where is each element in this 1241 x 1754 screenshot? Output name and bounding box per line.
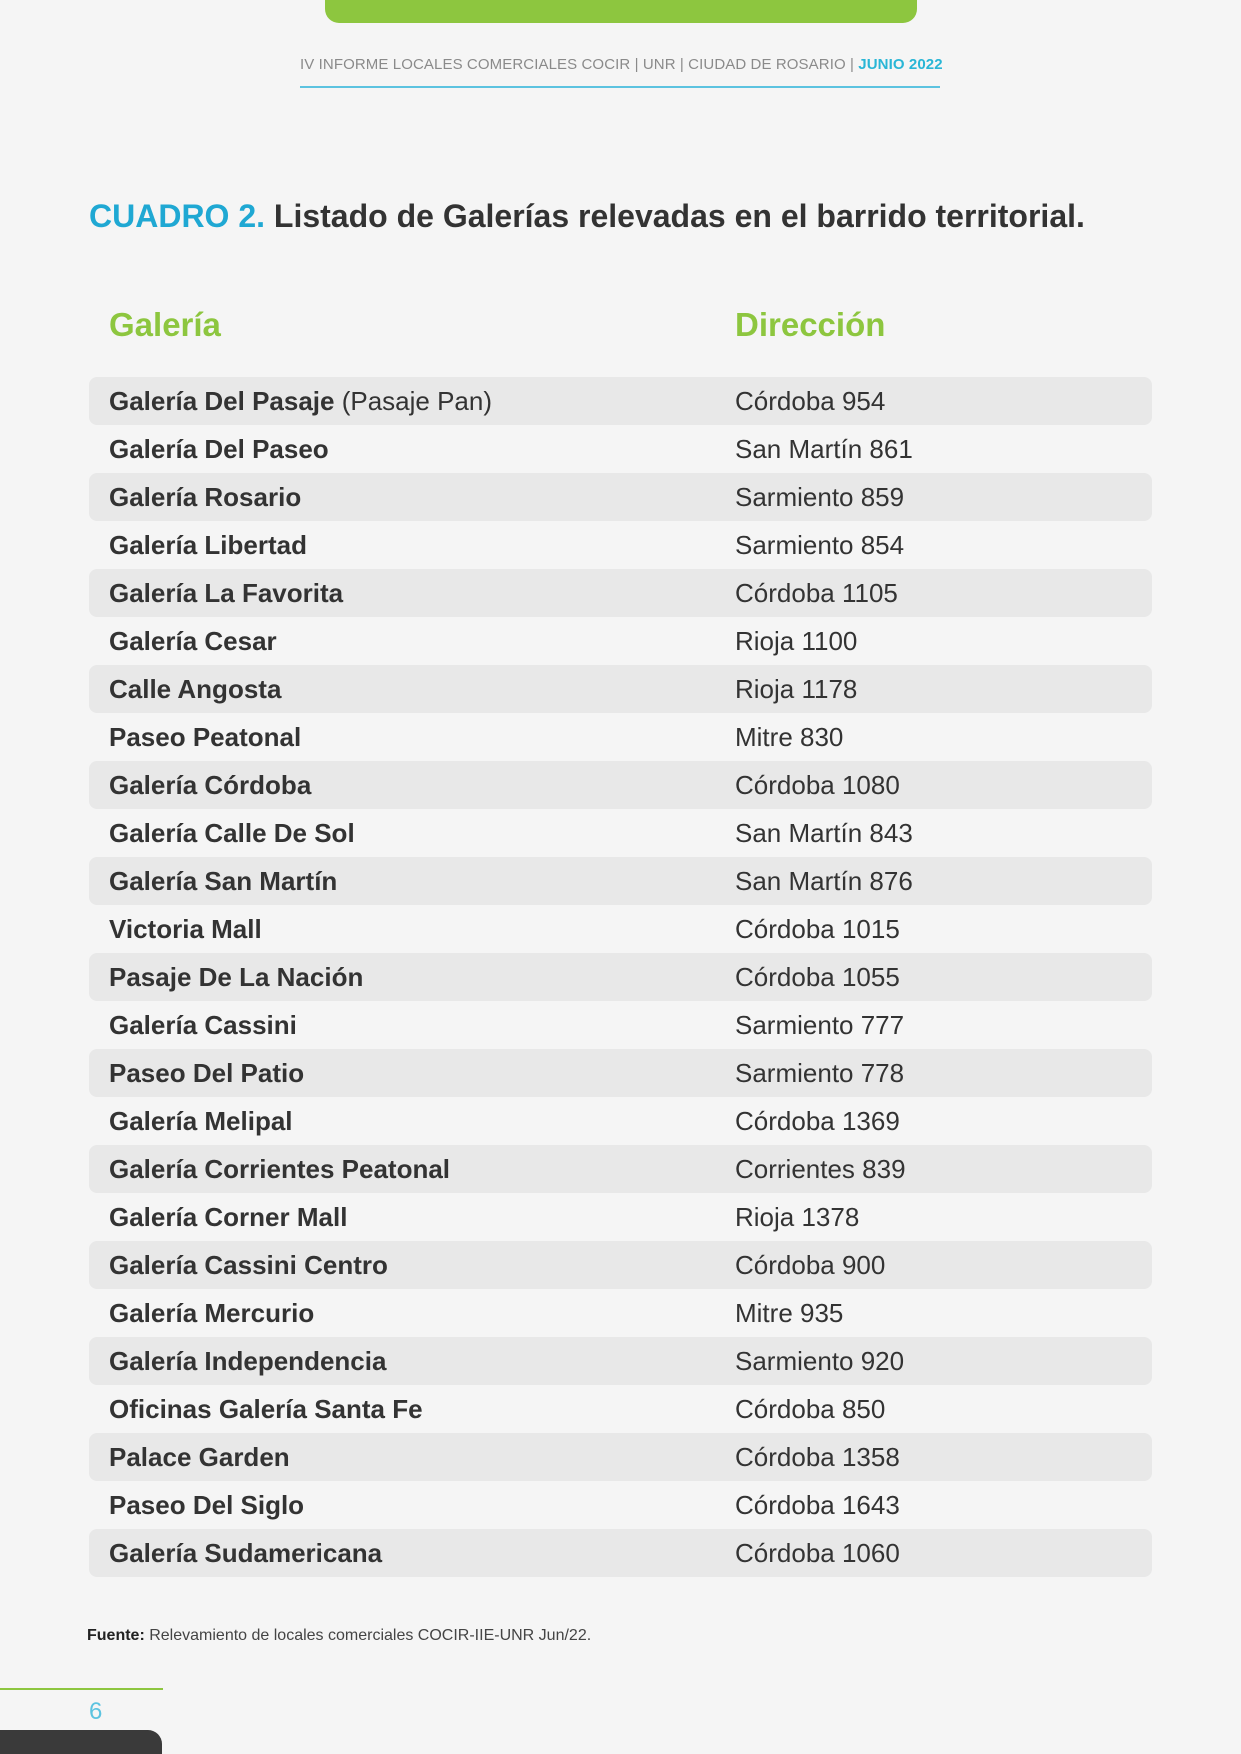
gallery-address: Sarmiento 854 (735, 530, 905, 560)
table-row (89, 761, 1152, 809)
table-row (89, 1097, 1152, 1145)
caption-number: CUADRO 2. (89, 198, 266, 234)
gallery-address: Sarmiento 777 (735, 1010, 905, 1040)
gallery-name-cell (109, 1145, 450, 1193)
gallery-name-cell (109, 569, 343, 617)
gallery-name-cell (109, 761, 311, 809)
gallery-address: Córdoba 850 (735, 1394, 886, 1424)
table-row (89, 473, 1152, 521)
gallery-address: Córdoba 1055 (735, 962, 900, 992)
gallery-name: Galería San Martín (109, 866, 338, 896)
gallery-name: Palace Garden (109, 1442, 290, 1472)
gallery-name: Galería Rosario (109, 482, 302, 512)
gallery-name: Calle Angosta (109, 674, 282, 704)
gallery-address: San Martín 876 (735, 866, 913, 896)
gallery-name: Galería La Favorita (109, 578, 344, 608)
gallery-name-cell (109, 857, 337, 905)
gallery-name: Galería Calle De Sol (109, 818, 355, 848)
gallery-name: Galería Del Pasaje (109, 386, 335, 416)
caption-title: Listado de Galerías relevadas en el barrido territorial. (265, 198, 1085, 234)
gallery-name-cell (109, 1433, 290, 1481)
gallery-name-cell (109, 905, 262, 953)
table-row (89, 1433, 1152, 1481)
gallery-address: Córdoba 1643 (735, 1490, 900, 1520)
gallery-address: Rioja 1378 (735, 1202, 860, 1232)
table-row (89, 857, 1152, 905)
gallery-address: Mitre 830 (735, 722, 844, 752)
gallery-address: Rioja 1100 (735, 626, 858, 656)
gallery-name-cell (109, 521, 307, 569)
table-row (89, 377, 1152, 425)
table-row (89, 1001, 1152, 1049)
table-row (89, 953, 1152, 1001)
gallery-name-cell (109, 1481, 304, 1529)
gallery-name: Galería Córdoba (109, 770, 312, 800)
table-caption (89, 198, 1085, 235)
gallery-name: Paseo Del Siglo (109, 1490, 305, 1520)
gallery-name: Galería Melipal (109, 1106, 293, 1136)
gallery-name-cell (109, 713, 301, 761)
gallery-address: San Martín 861 (735, 434, 913, 464)
source-note (87, 1627, 591, 1645)
page-number: 6 (89, 1698, 103, 1725)
table-row (89, 1481, 1152, 1529)
table-row (89, 1193, 1152, 1241)
gallery-name: Galería Independencia (109, 1346, 387, 1376)
footer-rule (0, 1688, 163, 1690)
gallery-name: Galería Corrientes Peatonal (109, 1154, 451, 1184)
gallery-address: Sarmiento 859 (735, 482, 905, 512)
gallery-address: Córdoba 954 (735, 386, 886, 416)
gallery-name: Paseo Peatonal (109, 722, 302, 752)
gallery-name-cell (109, 1385, 423, 1433)
gallery-address: Corrientes 839 (735, 1154, 906, 1184)
table-row (89, 905, 1152, 953)
table-row (89, 809, 1152, 857)
gallery-address: Rioja 1178 (735, 674, 858, 704)
gallery-address: Córdoba 1015 (735, 914, 900, 944)
table-row (89, 617, 1152, 665)
gallery-address: Mitre 935 (735, 1298, 844, 1328)
gallery-name-cell (109, 1193, 347, 1241)
table-row (89, 1289, 1152, 1337)
gallery-name-cell (109, 377, 492, 425)
source-label: Fuente: (87, 1627, 145, 1644)
table-row (89, 1529, 1152, 1577)
gallery-name: Paseo Del Patio (109, 1058, 305, 1088)
gallery-name-cell (109, 665, 281, 713)
gallery-name: Galería Cassini (109, 1010, 297, 1040)
table-row (89, 569, 1152, 617)
gallery-address: Córdoba 1080 (735, 770, 900, 800)
gallery-note: (Pasaje Pan) (334, 386, 493, 416)
gallery-name-cell (109, 1289, 314, 1337)
table-row (89, 425, 1152, 473)
gallery-name-cell (109, 473, 301, 521)
gallery-name: Galería Cesar (109, 626, 277, 656)
gallery-name-cell (109, 1049, 304, 1097)
gallery-name: Galería Del Paseo (109, 434, 329, 464)
gallery-name: Victoria Mall (109, 914, 262, 944)
gallery-address: Córdoba 900 (735, 1250, 886, 1280)
column-header-direccion: Dirección (735, 306, 886, 343)
gallery-name: Galería Sudamericana (109, 1538, 383, 1568)
running-header (300, 56, 943, 73)
gallery-name-cell (109, 425, 329, 473)
gallery-name-cell (109, 953, 363, 1001)
gallery-address: Córdoba 1105 (735, 578, 898, 608)
gallery-name-cell (109, 617, 277, 665)
table-row (89, 1049, 1152, 1097)
gallery-name: Galería Libertad (109, 530, 307, 560)
table-row (89, 1337, 1152, 1385)
gallery-name: Galería Corner Mall (109, 1202, 348, 1232)
table-row (89, 713, 1152, 761)
gallery-address: San Martín 843 (735, 818, 913, 848)
gallery-name-cell (109, 1241, 388, 1289)
header-rule (300, 86, 940, 88)
source-text: Relevamiento de locales comerciales COCIR-IIE-UNR Jun/22. (144, 1627, 592, 1644)
gallery-name: Pasaje De La Nación (109, 962, 364, 992)
gallery-name-cell (109, 1337, 386, 1385)
table-row (89, 1241, 1152, 1289)
table-row (89, 1145, 1152, 1193)
top-accent-bar (325, 0, 917, 23)
gallery-address: Córdoba 1060 (735, 1538, 900, 1568)
gallery-address: Córdoba 1358 (735, 1442, 900, 1472)
gallery-name-cell (109, 1001, 297, 1049)
gallery-name-cell (109, 809, 355, 857)
gallery-name-cell (109, 1097, 293, 1145)
gallery-address: Sarmiento 920 (735, 1346, 905, 1376)
gallery-name-cell (109, 1529, 382, 1577)
table-row (89, 521, 1152, 569)
table-row (89, 665, 1152, 713)
gallery-name: Galería Cassini Centro (109, 1250, 388, 1280)
running-header-date: JUNIO 2022 (858, 56, 943, 73)
gallery-table (89, 377, 1152, 1577)
column-header-galeria: Galería (109, 306, 221, 343)
gallery-name: Oficinas Galería Santa Fe (109, 1394, 423, 1424)
running-header-text: IV INFORME LOCALES COMERCIALES COCIR | UNR | CIUDAD DE ROSARIO | (300, 56, 859, 73)
gallery-name: Galería Mercurio (109, 1298, 315, 1328)
gallery-address: Sarmiento 778 (735, 1058, 905, 1088)
footer-tab (0, 1730, 162, 1754)
table-row (89, 1385, 1152, 1433)
gallery-address: Córdoba 1369 (735, 1106, 900, 1136)
